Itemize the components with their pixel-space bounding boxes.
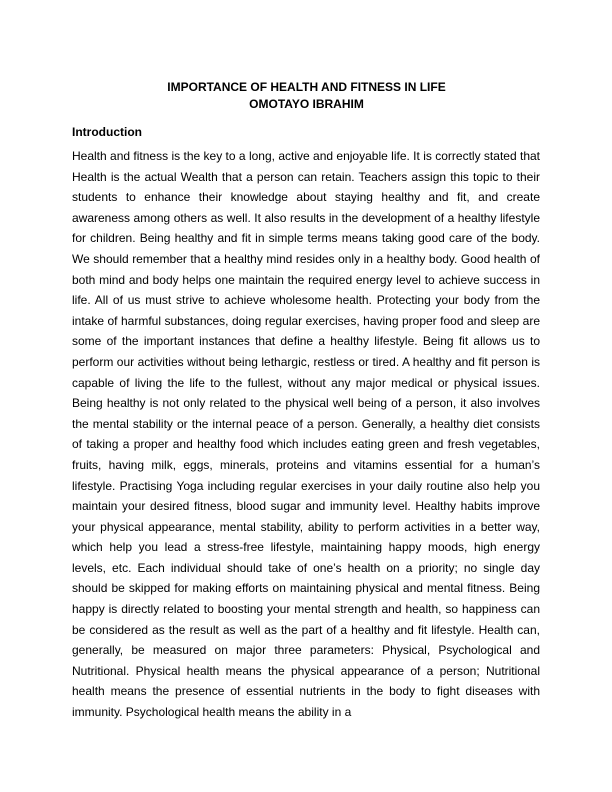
paragraph-line: We should remember that a healthy mind resides only in a healthy body. Good health of bbox=[72, 251, 540, 266]
paragraph-line: for children. Being healthy and fit in simple terms means taking good care of the body. bbox=[72, 231, 540, 246]
paragraph-line: Health and fitness is the key to a long, active and enjoyable life. It is correctly stated that bbox=[72, 149, 540, 163]
title-block bbox=[0, 79, 612, 112]
paragraph-line: generally, be measured on major three parameters: Physical, Psychological and bbox=[72, 643, 540, 658]
paragraph-line: happy is directly related to boosting your mental strength and health, so happiness can bbox=[72, 602, 540, 617]
section-heading-introduction: Introduction bbox=[72, 125, 142, 139]
paragraph-line: maintain your desired fitness, blood sugar and immunity level. Healthy habits improve bbox=[72, 499, 540, 514]
introduction-paragraph bbox=[72, 146, 540, 723]
paragraph-line: lifestyle. Practising Yoga including regular exercises in your daily routine also help you bbox=[72, 478, 540, 493]
paragraph-line: students to enhance their knowledge about staying healthy and fit, and create bbox=[72, 190, 540, 205]
paragraph-line: health means the presence of essential nutrients in the body to fight diseases with bbox=[72, 684, 540, 699]
document-author: OMOTAYO IBRAHIM bbox=[249, 96, 364, 111]
paragraph-line: the mental stability or the internal peace of a person. Generally, a healthy diet consists bbox=[72, 416, 540, 431]
paragraph-line: awareness among others as well. It also results in the development of a healthy lifestyle bbox=[72, 210, 540, 225]
paragraph-line: of taking a proper and healthy food which includes eating green and fresh vegetables, bbox=[72, 437, 540, 452]
paragraph-line: fruits, having milk, eggs, minerals, proteins and vitamins essential for a human’s bbox=[72, 457, 540, 472]
paragraph-line: some of the important instances that define a healthy lifestyle. Being fit allows us to bbox=[72, 334, 540, 349]
paragraph-line: your physical appearance, mental stability, ability to perform activities in a better way, bbox=[72, 519, 540, 534]
document-title: IMPORTANCE OF HEALTH AND FITNESS IN LIFE bbox=[167, 80, 446, 94]
paragraph-line: Health is the actual Wealth that a person can retain. Teachers assign this topic to their bbox=[72, 169, 540, 184]
paragraph-line: Being healthy is not only related to the physical well being of a person, it also involves bbox=[72, 396, 540, 411]
paragraph-line: should be skipped for making efforts on maintaining physical and mental fitness. Being bbox=[72, 581, 540, 596]
paragraph-line-last: immunity. Psychological health means the ability in a bbox=[72, 705, 352, 720]
paragraph-line: capable of living the life to the fullest, without any major medical or physical issues. bbox=[72, 375, 540, 390]
paragraph-line: intake of harmful substances, doing regular exercises, having proper food and sleep are bbox=[72, 313, 540, 328]
paragraph-line: both mind and body helps one maintain the required energy level to achieve success in bbox=[72, 272, 540, 287]
paragraph-line: be considered as the result as well as the part of a healthy and fit lifestyle. Health can, bbox=[72, 622, 540, 637]
paragraph-line: which help you lead a stress-free lifestyle, maintaining happy moods, high energy bbox=[72, 540, 540, 555]
paragraph-line: perform our activities without being lethargic, restless or tired. A healthy and fit person is bbox=[72, 354, 540, 369]
paragraph-line: life. All of us must strive to achieve wholesome health. Protecting your body from the bbox=[72, 293, 540, 308]
paragraph-line: Nutritional. Physical health means the physical appearance of a person; Nutritional bbox=[72, 663, 540, 678]
paragraph-line: levels, etc. Each individual should take of one’s health on a priority; no single day bbox=[72, 560, 540, 575]
